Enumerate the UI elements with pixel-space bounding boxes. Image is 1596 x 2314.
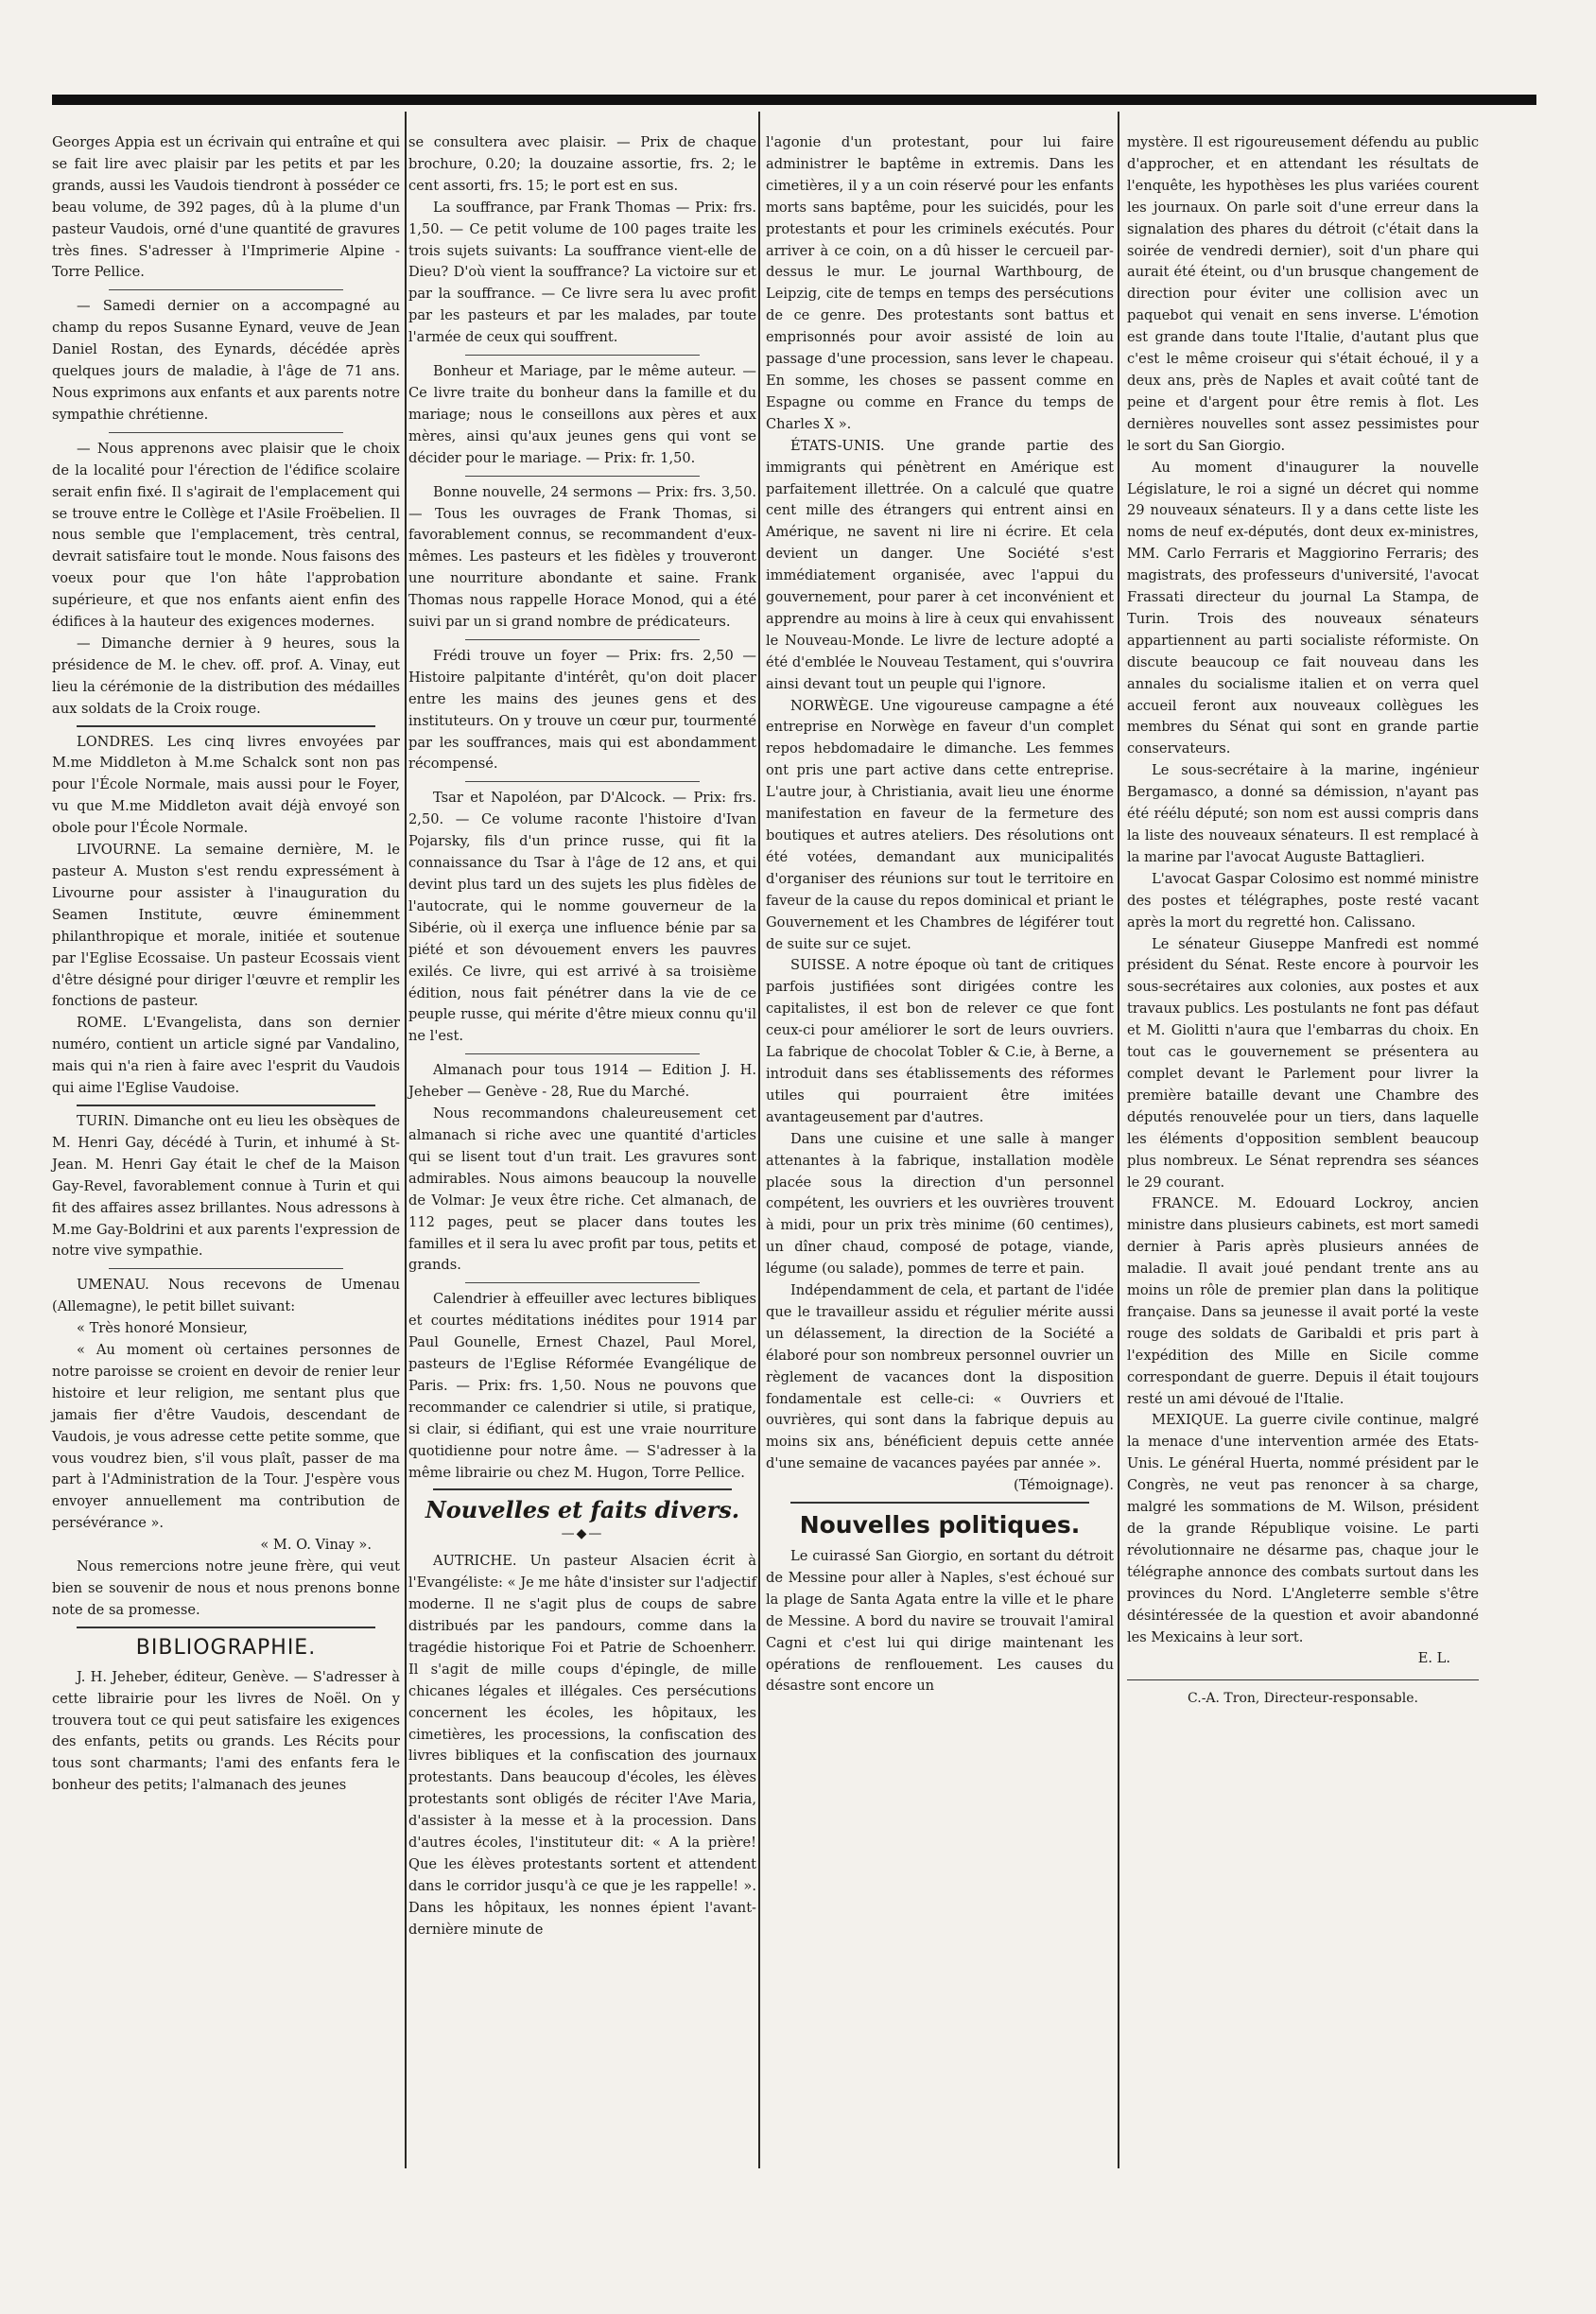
- section-heading: Nouvelles et faits divers.: [425, 1496, 740, 1524]
- paragraph: LIVOURNE. La semaine dernière, M. le pasteur A. Muston s'est rendu expressément à Livourne pour assister à l'inauguration du Seamen Institute, œuvre éminemment philanthropique et morale, initiée et soutenue par l'Eglise Ecossaise. Un pasteur Ecossais vient d'être désigné pour diriger l'œuvre et remplir les fonctions de pasteur.: [52, 842, 400, 1010]
- paragraph: Indépendamment de cela, et partant de l'idée que le travailleur assidu et régulier mérite aussi un délassement, la direction de la Société a élaboré pour son nombreux personnel ouvrier un règlement de vacances dont la disposition fondamentale est celle-ci: « Ouvriers et ouvrières, qui sont dans la fabrique depuis au moins six ans, bénéficient depuis cette année d'une semaine de vacances payées par année ».: [766, 1282, 1114, 1472]
- paragraph: SUISSE. A notre époque où tant de critiques parfois justifiées sont dirigées contre les capitalistes, il est bon de relever ce que font ceux-ci pour améliorer le sort de leurs ouvriers. La fabrique de chocolat Tobler & C.ie, à Berne, a introduit dans ses établissements des réformes utiles qui pourraient être imitées avantageusement par d'autres.: [766, 957, 1114, 1125]
- divider: [109, 1268, 343, 1269]
- column-divider: [758, 112, 760, 2168]
- paragraph: — Samedi dernier on a accompagné au champ du repos Susanne Eynard, veuve de Jean Daniel Rostan, des Eynards, décédée après quelques jours de maladie, à l'âge de 71 ans. Nous exprimons aux enfants et aux parents notre sympathie chrétienne.: [52, 298, 400, 423]
- paragraph: UMENAU. Nous recevons de Umenau (Allemagne), le petit billet suivant:: [52, 1277, 400, 1315]
- paragraph: Le cuirassé San Giorgio, en sortant du détroit de Messine pour aller à Naples, s'est échoué sur la plage de Santa Agata entre la ville et le phare de Messine. A bord du navire se trouvait l'amiral Cagni et c'est lui qui dirige maintenant les opérations de renflouement. Les causes du désastre sont encore un: [766, 1548, 1114, 1695]
- divider: [77, 1627, 375, 1628]
- paragraph: « Très honoré Monsieur,: [77, 1320, 248, 1337]
- paragraph: Bonheur et Mariage, par le même auteur. — Ce livre traite du bonheur dans la famille et du mariage; nous le conseillons aux pères et aux mères, ainsi qu'aux jeunes gens qui vont se décider pour le mariage. — Prix: fr. 1,50.: [408, 363, 756, 466]
- paragraph: NORWÈGE. Une vigoureuse campagne a été entreprise en Norwège en faveur d'un complet repos hebdomadaire le dimanche. Les femmes ont pris une part active dans cette entreprise. L'autre jour, à Christiania, avait lieu une énorme manifestation en faveur de la fermeture des boutiques et autres ateliers. Des résolutions ont été votées, demandant aux municipalités d'organiser des réunions sur tout le territoire en faveur de la cause du repos dominical et priant le Gouvernement et les Chambres de légiférer tout de suite sur ce sujet.: [766, 697, 1114, 952]
- paragraph: l'agonie d'un protestant, pour lui faire administrer le baptême in extremis. Dans les cimetières, il y a un coin réservé pour les enfants morts sans baptême, pour les suicidés, pour les protestants et pour les criminels exécutés. Pour arriver à ce coin, on a dû hisser le cercueil par-dessus le mur. Le journal Warthbourg, de Leipzig, cite de temps en temps des persécutions de ce genre. Des protestants sont battus et emprisonnés pour avoir assisté de loin au passage d'une procession, sans lever le chapeau. En somme, les choses se passent comme en Espagne ou comme en France du temps de Charles X ».: [766, 134, 1114, 432]
- publisher-credit: C.-A. Tron, Directeur-responsable.: [1127, 1679, 1479, 1710]
- column-divider: [1118, 112, 1119, 2168]
- paragraph: ÉTATS-UNIS. Une grande partie des immigrants qui pénètrent en Amérique est parfaitement illettrée. On a calculé que quatre cent mille des étrangers qui entrent ainsi en Amérique, ne savent ni lire ni écrire. Et cela devient un danger. Une Société s'est immédiatement organisée, avec l'appui du gouvernement, pour parer à cet inconvénient et apprendre au moins à lire à ceux qui envahissent le Nouveau-Monde. Le livre de lecture adopté a été d'emblée le Nouveau Testament, qui s'ouvrira ainsi devant tout un peuple qui l'ignore.: [766, 437, 1114, 692]
- paragraph: FRANCE. M. Edouard Lockroy, ancien ministre dans plusieurs cabinets, est mort samedi dernier à Paris après plusieurs années de maladie. Il avait joué pendant trente ans au moins un rôle de premier plan dans la politique française. Dans sa jeunesse il avait porté la veste rouge des soldats de Garibaldi et pris part à l'expédition des Mille en Sicile comme correspondant de guerre. Depuis il était toujours resté un ami dévoué de l'Italie.: [1127, 1195, 1479, 1407]
- paragraph: Au moment d'inaugurer la nouvelle Législature, le roi a signé un décret qui nomme 29 nouveaux sénateurs. Il y a dans cette liste les noms de neuf ex-députés, dont deux ex-ministres, MM. Carlo Ferraris et Maggiorino Ferraris; des magistrats, des professeurs d'université, l'avocat Frassati directeur du journal La Stampa, de Turin. Trois des nouveaux sénateurs appartiennent au parti socialiste réformiste. On discute beaucoup ce fait nouveau dans les annales du socialisme italien et on verra quel accueil feront aux nouveaux collègues les membres du Sénat qui sont en grande partie conservateurs.: [1127, 459, 1479, 757]
- section-heading: Nouvelles politiques.: [799, 1511, 1081, 1540]
- paragraph: se consultera avec plaisir. — Prix de chaque brochure, 0.20; la douzaine assortie, frs. 2; le cent assorti, frs. 15; le port est en sus.: [408, 134, 756, 194]
- paragraph: AUTRICHE. Un pasteur Alsacien écrit à l'Evangéliste: « Je me hâte d'insister sur l'adjectif moderne. Il ne s'agit plus de coups de sabre distribués par les pandours, comme dans la tragédie historique Foi et Patrie de Schoenherr. Il s'agit de mille coups d'épingle, de mille chicanes légales et illégales. Ces persécutions concernent les écoles, les hôpitaux, les cimetières, les processions, la confiscation des livres bibliques et la confiscation des journaux protestants. Dans beaucoup d'écoles, les élèves protestants sont obligés de réciter l'Ave Maria, d'assister à la messe et à la procession. Dans d'autres écoles, l'instituteur dit: « A la prière! Que les élèves protestants sortent et attendent dans le corridor jusqu'à ce que je les rappelle! ». Dans les hôpitaux, les nonnes épient l'avant-dernière minute de: [408, 1553, 756, 1938]
- divider: [77, 725, 375, 727]
- divider: [790, 1502, 1089, 1504]
- divider: [465, 639, 700, 640]
- column-divider: [405, 112, 407, 2168]
- paragraph: Nous remercions notre jeune frère, qui veut bien se souvenir de nous et nous prenons bonne note de sa promesse.: [52, 1558, 400, 1618]
- paragraph: TURIN. Dimanche ont eu lieu les obsèques de M. Henri Gay, décédé à Turin, et inhumé à St-Jean. M. Henri Gay était le chef de la Maison Gay-Revel, favorablement connue à Turin et qui fit des affaires assez brillantes. Nous adressons à M.me Gay-Boldrini et aux parents l'expression de notre vive sympathie.: [52, 1112, 400, 1260]
- paragraph: Dans une cuisine et une salle à manger attenantes à la fabrique, installation modèle placée sous la direction d'un personnel compétent, les ouvriers et les ouvrières trouvent à midi, pour un prix très minime (60 centimes), un dîner chaud, composé de potage, viande, légume (ou salade), pommes de terre et pain.: [766, 1130, 1114, 1278]
- section-heading: BIBLIOGRAPHIE.: [135, 1635, 317, 1660]
- divider: [109, 289, 343, 290]
- paragraph: La souffrance, par Frank Thomas — Prix: frs. 1,50. — Ce petit volume de 100 pages traite les trois sujets suivants: La souffrance vient-elle de Dieu? D'où vient la souffrance? La victoire sur et par la souffrance. — Ce livre sera lu avec profit par les pasteurs et par les malades, par toute l'armée de ceux qui souffrent.: [408, 199, 756, 346]
- paragraph: Frédi trouve un foyer — Prix: frs. 2,50 — Histoire palpitante d'intérêt, qu'on doit placer entre les mains des jeunes gens et des instituteurs. On y trouve un cœur pur, tourmenté par les souffrances, mais qui est abondamment récompensé.: [408, 647, 756, 773]
- paragraph: mystère. Il est rigoureusement défendu au public d'approcher, et en attendant les résultats de l'enquête, les hypothèses les plus variées courent les journaux. On parle soit d'une erreur dans la signalation des phares du détroit (c'était dans la soirée de vendredi dernier), soit d'un phare qui aurait été éteint, ou d'un brusque changement de direction pour éviter une collision avec un paquebot qui venait en sens inverse. L'émotion est grande dans toute l'Italie, d'autant plus que c'est le même croiseur qui s'était échoué, il y a deux ans, près de Naples et avait coûté tant de peine et d'argent pour être remis à flot. Les dernières nouvelles sont assez pessimistes pour le sort du San Giorgio.: [1127, 134, 1479, 454]
- divider: [433, 1488, 732, 1490]
- column-1: [52, 132, 400, 1797]
- divider: [109, 432, 343, 433]
- divider: [465, 476, 700, 477]
- paragraph: Le sénateur Giuseppe Manfredi est nommé président du Sénat. Reste encore à pourvoir les sous-secrétaires aux colonies, aux postes et aux travaux publics. Les postulants ne font pas défaut et M. Giolitti n'aura que l'embarras du choix. En tout cas le gouvernement se présentera au complet devant le Parlement pour livrer la première bataille devant une Chambre des députés renouvelée pour un tiers, dans laquelle les éléments d'opposition semblent beaucoup plus nombreux. Le Sénat reprendra ses séances le 29 courant.: [1127, 935, 1479, 1191]
- paragraph: « Au moment où certaines personnes de notre paroisse se croient en devoir de renier leur histoire et leur religion, me sentant plus que jamais fier d'être Vaudois, descendant de Vaudois, je vous adresse cette petite somme, que vous voudrez bien, s'il vous plaît, passer de ma part à l'Administration de la Tour. J'espère vous envoyer annuellement ma contribution de persévérance ».: [52, 1342, 400, 1532]
- column-2: [408, 132, 756, 1941]
- signature: « M. O. Vinay ».: [260, 1537, 372, 1554]
- divider: [77, 1105, 375, 1106]
- signature: E. L.: [1417, 1650, 1450, 1667]
- divider: [465, 1053, 700, 1054]
- paragraph: Calendrier à effeuiller avec lectures bibliques et courtes méditations inédites pour 1914 par Paul Gounelle, Ernest Chazel, Paul Morel, pasteurs de l'Eglise Réformée Evangélique de Paris. — Prix: frs. 1,50. Nous ne pouvons que recommander ce calendrier si utile, si pratique, si clair, si édifiant, qui est une vraie nourriture quotidienne pour notre âme. — S'adresser à la même librairie ou chez M. Hugon, Torre Pellice.: [408, 1291, 756, 1481]
- paragraph: L'avocat Gaspar Colosimo est nommé ministre des postes et télégraphes, poste resté vacant après la mort du regretté hon. Calissano.: [1127, 870, 1479, 931]
- paragraph: LONDRES. Les cinq livres envoyées par M.me Middleton à M.me Schalck sont non pas pour l'École Normale, mais aussi pour le Foyer, vu que M.me Middleton avait déjà envoyé son obole pour l'École Normale.: [52, 733, 400, 837]
- source-attribution: (Témoignage).: [1014, 1477, 1114, 1494]
- ornament: —◆—: [561, 1526, 604, 1542]
- paragraph: Tsar et Napoléon, par D'Alcock. — Prix: frs. 2,50. — Ce volume raconte l'histoire d'Ivan Pojarsky, fils d'un prince russe, qui fit la connaissance du Tsar à l'âge de 12 ans, et qui devint plus tard un des sujets les plus fidèles de l'autocrate, qui le nomme gouverneur de la Sibérie, où il exerça une influence bénie par sa piété et son dévouement envers les pauvres exilés. Ce livre, qui est arrivé à sa troisième édition, nous fait pénétrer dans la vie de ce peuple russe, qui mérite d'être mieux connu qu'il ne l'est.: [408, 790, 756, 1045]
- divider: [465, 1282, 700, 1283]
- column-3: [766, 132, 1114, 1697]
- column-4: [1127, 132, 1479, 1710]
- paragraph: MEXIQUE. La guerre civile continue, malgré la menace d'une intervention armée des Etats-Unis. Le général Huerta, nommé président par le Congrès, ne veut pas renoncer à sa charge, malgré les sommations de M. Wilson, président de la grande République voisine. Le parti révolutionnaire ne désarme pas, chaque jour le télégraphe annonce des combats surtout dans les provinces du Nord. L'Angleterre semble s'être désintéressée de la question et avoir abandonné les Mexicains à leur sort.: [1127, 1412, 1479, 1645]
- paragraph: J. H. Jeheber, éditeur, Genève. — S'adresser à cette librairie pour les livres de Noël. On y trouvera tout ce qui peut satisfaire les exigences des enfants, petits ou grands. Les Récits pour tous sont charmants; l'ami des enfants fera le bonheur des petits; l'almanach des jeunes: [52, 1668, 400, 1794]
- divider: [465, 781, 700, 782]
- paragraph: Georges Appia est un écrivain qui entraîne et qui se fait lire avec plaisir par les petits et par les grands, aussi les Vaudois tiendront à posséder ce beau volume, de 392 pages, dû à la plume d'un pasteur Vaudois, orné d'une quantité de gravures très fines. S'adresser à l'Imprimerie Alpine - Torre Pellice.: [52, 134, 400, 281]
- paragraph: Nous recommandons chaleureusement cet almanach si riche avec une quantité d'articles qui se lisent tout d'un trait. Les gravures sont admirables. Nous aimons beaucoup la nouvelle de Volmar: Je veux être riche. Cet almanach, de 112 pages, peut se placer dans toutes les familles et il sera lu avec profit par tous, petits et grands.: [408, 1105, 756, 1274]
- paragraph: Le sous-secrétaire à la marine, ingénieur Bergamasco, a donné sa démission, n'ayant pas été réélu député; son nom est aussi compris dans la liste des nouveaux sénateurs. Il est remplacé à la marine par l'avocat Auguste Battaglieri.: [1127, 762, 1479, 865]
- paragraph: ROME. L'Evangelista, dans son dernier numéro, contient un article signé par Vandalino, mais qui n'a rien à faire avec l'esprit du Vaudois qui aime l'Eglise Vaudoise.: [52, 1015, 400, 1097]
- paragraph: Bonne nouvelle, 24 sermons — Prix: frs. 3,50. — Tous les ouvrages de Frank Thomas, si favorablement connus, se recommandent d'eux-mêmes. Les pasteurs et les fidèles y trouveront une nourriture abondante et saine. Frank Thomas nous rappelle Horace Monod, qui a été suivi par un si grand nombre de prédicateurs.: [408, 483, 756, 631]
- paragraph: — Dimanche dernier à 9 heures, sous la présidence de M. le chev. off. prof. A. Vinay, eut lieu la cérémonie de la distribution des médailles aux soldats de la Croix rouge.: [52, 635, 400, 717]
- paragraph: Almanach pour tous 1914 — Edition J. H. Jeheber — Genève - 28, Rue du Marché.: [408, 1062, 756, 1101]
- top-rule: [52, 95, 1536, 105]
- paragraph: — Nous apprenons avec plaisir que le choix de la localité pour l'érection de l'édifice scolaire serait enfin fixé. Il s'agirait de l'emplacement qui se trouve entre le Collège et l'Asile Froëbelien. Il nous semble que l'emplacement, très central, devrait satisfaire tout le monde. Nous faisons des voeux pour que l'on hâte l'approbation supérieure, et que nos enfants aient enfin des édifices à la hauteur des exigences modernes.: [52, 440, 400, 631]
- divider: [465, 355, 700, 356]
